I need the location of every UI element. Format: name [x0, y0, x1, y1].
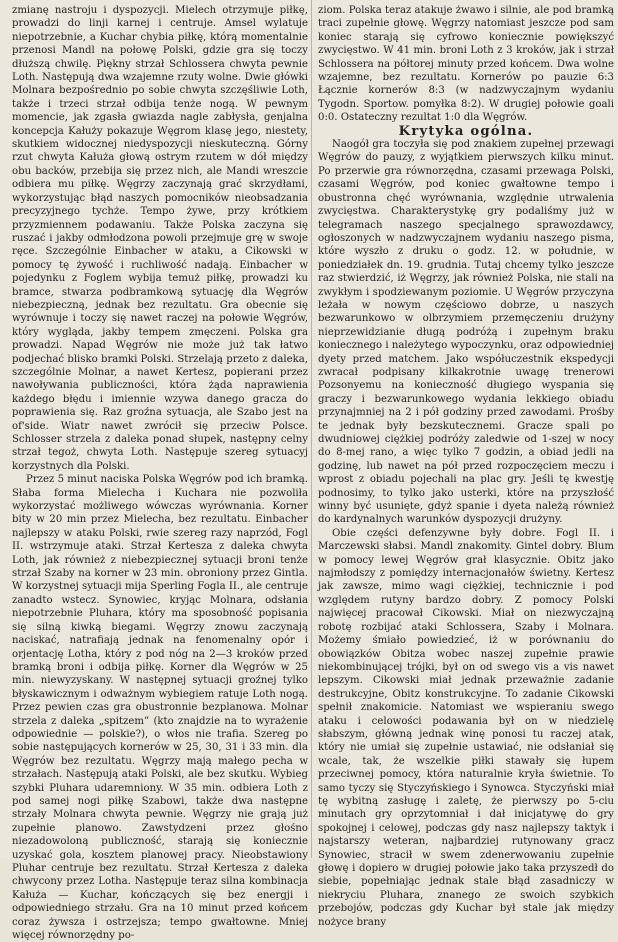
- section-heading: Krytyka ogólna.: [398, 123, 534, 139]
- column-divider: [311, 0, 312, 858]
- right-column: [318, 4, 614, 929]
- match-report-paragraph: zmianę nastroju i dyspozycji. Mielech otrzymuje piłkę, prowadzi do linji karnej i centruje. Amsel wylatuje niepotrzebnie, a Kuchar chybia piłkę, którą momentalnie przenosi Mandl na połowę Polski, gdzie gra się toczy dłuższą chwilę. Piękny strzał Schlossera chwyta pewnie Loth. Następują dwa wzajemne rzuty wolne. Dwie główki Molnara bezpośrednio po sobie chwyta szczęśliwie Loth, także i trzeci strzał odbija tenże nogą. W pewnym momencie, jak zgasła gwiazda nagle zabłysła, genjalna koncepcja Kałuży pokazuje Węgrom klasę jego, niestety, skutkiem widocznej niedyspozycji nieskuteczną. Górny rzut chwyta Kałuża głową ostrym rzutem w dół między obu backów, przebija się przez nich, ale Mandi wreszcie odbiera mu piłkę. Węgrzy zaczynają grać skrzydłami, wykorzystując błąd naszych pomocników nieobsadzania precyzyjnego tychże. Tempo żywe, przy krótkiem przyzmiennem podawaniu. Także Polska zaczyna się ruszać i jakby odmłodzona powoli przejmuje grę w swoje ręce. Szczególnie Einbacher w ataku, a Cikowski w pomocy tę żywość i ruchliwość nadają. Einbacher w pojedynku z Foglem wybija temuż piłkę, prowadzi ku bramce, stwarza podbramkową sytuację dla Węgrów niebezpieczną, jednak bez rezultatu. Gra obecnie się wyrównuje i toczy się nawet raczej na połowie Węgrów, który wygląda, jakby tempem zmęczeni. Polska gra prowadzi. Napad Węgrów nie może już tak łatwo podjechać blisko bramki Polski. Strzelają przeto z daleka, szczególnie Molnar, a nawet Kertesz, popierani przez nawoływania publiczności, która żąda naprawienia każdego błędu i imiennie wzywa danego gracza do poprawienia się. Raz groźna sytuacja, ale Szabo jest na of'side. Wiatr nawet zwrócił się przeciw Polsce. Schlosser strzela z daleka ponad słupek, następny celny strzał tegoż, chwyta Loth. Następuje szereg sytuacyj korzystnych dla Polski.: [12, 5, 308, 472]
- critique-paragraph: Obie części defenzywne były dobre. Fogl II. i Marczewski słabsi. Mandl znakomity. Gintel dobry. Blum w pomocy lewej Węgrów grał klasycznie. Obitz jako najmłodszy z pomiędzy internacjonałów świetny. Kertesz jak zawsze, mimo wagi ciężkiej, technicznie i pod względem rutyny bardzo dobry. Z pomocy Polski najwięcej pracował Cikowski. Miał on niezwyczajną robotę rozbijać ataki Schlossera, Szaby i Molnara. Możemy śmiało powiedzieć, iż w porównaniu do obowiązków Obitza wobec naszej zupełnie prawie niekombinującej trójki, był on od swego vis a vis nawet lepszym. Cikowski miał jednak przeważnie zadanie destrukcyjne, Obitz konstrukcyjne. To zadanie Cikowski spełnił znakomicie. Natomiast we wspieraniu swego ataku i celowości podawania był on w niedzielę słabszym, główną jednak winę ponosi tu raczej atak, który nie umiał się zupełnie ustawiać, nie odsłaniał się wcale, tak, że wszelkie piłki stawały się łupem przeciwnej pomocy, która naturalnie kryła świetnie. To samo tyczy się Styczyńskiego i Synowca. Styczyński miał tę wybitną zasługę i zaletę, że pierwszy po 5-ciu minutach gry oprzytomniał i dał inicjatywę do gry spokojnej i celowej, podczas gdy nasz najlepszy taktyk i najstarszy weteran, najbardziej rutynowany gracz Synowiec, stracił w swem zdenerwowaniu zupełnie głowę i dopiero w drugiej połowie jako taka przyszedł do siebie, popełniając jednak stale błąd zasadniczy w niekryciu Pluhara, znanego ze swoich szybkich przebojów, podczas gdy Kuchar był stale jak między nożyce brany: [318, 527, 614, 928]
- match-report-ending: ziom. Polska teraz atakuje żwawo i silnie, ale pod bramką traci zupełnie głowę. Węgrzy natomiast jeszcze pod sam koniec starają się cyfrowo koniecznie powiększyć zwycięstwo. W 41 min. broni Loth z 3 kroków, jak i strzał Schlossera na półtorej minuty przed końcem. Dwa wolne wzajemne, bez rezultatu. Kornerów po pauzie 6:3 Łącznie kornerów 8:3 (w nadzwyczajnym wydaniu Tygodn. Sportow. pomyłka 8:2). W drugiej połowie goali 0:0. Ostateczny rezultat 1:0 dla Węgrów.: [318, 5, 614, 124]
- critique-paragraph: Naogół gra toczyła się pod znakiem zupełnej przewagi Węgrów do pauzy, z wyjątkiem pierwszych kilku minut. Po przerwie gra równorzędna, czasami przewaga Polski, czasami Węgrów, pod koniec gwałtowne tempo i obustronna chęć wyrównania, względnie utrwalenia zwycięstwa. Charakterystykę gry podaliśmy już w telegramach naszego specjalnego sprawozdawcy, ogłoszonych w nadzwyczajnem wydaniu naszego pisma, które wyszło z druku o godz. 12. w południe, w poniedziałek dn. 19. grudnia. Tutaj chcemy tylko jeszcze raz stwierdzić, iż Węgrzy, jak również Polska, nie stali na zwykłym i spodziewanym poziomie. U Węgrów przyczyna leżała w nowym częściowo dobrze, u naszych bezwarunkowo w olbrzymiem przemęczeniu drużyny nieprzewidzianie długą podróżą i zupełnym braku koniecznego i należytego wypoczynku, oraz odpowiedniej dyety przed matchem. Jako współuczestnik ekspedycji zwracał podpisany kilkakrotnie uwagę trenerowi Pozsonyemu na konieczność długiego wyspania się graczy i bezwarunkowego wydania lekkiego obiadu przynajmniej na 2 i pół godziny przed zawodami. Prośby te jednak były bezskutecznemi. Gracze spali po dwudniowej ciężkiej podróży zaledwie od 1-szej w nocy do 8-mej rano, a więc tylko 7 godzin, a obiad jedli na godzinę, lub nawet na pół przed rozpoczęciem meczu i wprost z obiadu pojechali na plac gry. Jeśli tę kwestję podnosimy, to tylko jako usterki, które na przyszłość winny być usunięte, gdyż spanie i dyeta należą również do kardynalnych warunków dyspozycji drużyny.: [318, 139, 614, 526]
- match-report-paragraph: Przez 5 minut naciska Polska Węgrów pod ich bramką. Słaba forma Mielecha i Kuchara nie pozwoliła wykorzystać możliwego wówczas wyrównania. Korner bity w 20 min przez Mielecha, bez rezultatu. Einbacher najlepszy w ataku Polski, rwie szereg razy naprzód, Fogl II. wstrzymuje ataki. Strzał Kertesza z daleka chwyta Loth, jak również z niebezpiecznej sytuacji broni tenże strzał Szaby na korner w 23 min. obroniony przez Gintla. W korzystnej sytuacji mija Sperling Fogla II., ale centruje zanadto wstecz. Synowiec, kryjąc Molnara, odsłania niepotrzebnie Pluhara, który ma sposobność popisania się silną kiwką biegami. Węgrzy znowu zaczynają naciskać, natrafiają jednak na fenomenalny opór i orjentację Lotha, który z pod nóg na 2—3 kroków przed bramką broni i odbija piłkę. Korner dla Węgrów w 25 min. niewyzyskany. W następnej sytuacji groźnej tylko błyskawicznym i odważnym wybiegiem ratuje Loth nogą. Przez pewien czas gra obustronnie bezplanowa. Molnar strzela z daleka „spitzem” (kto znajdzie na to wyrażenie odpowiednie — polskie?), o włos nie trafia. Szereg po sobie następujących kornerów w 25, 30, 31 i 33 min. dla Węgrów bez rezultatu. Węgrzy mają małego pecha w strzałach. Następują ataki Polski, ale bez skutku. Wybieg szybki Pluhara udaremniony. W 35 min. odbiera Loth z pod samej nogi piłkę Szabowi, także dwa następne strzały Molnara chwyta pewnie. Węgrzy nie grają już zupełnie planowo. Zawstydzeni przez głośno niezadowoloną publiczność, starają się koniecznie uzyskać gola, kosztem planowej pracy. Nieobstawiony Pluhar centruje bez rezultatu. Strzał Kertesza z daleka chwycony przez Lotha. Następuje teraz silna kombinacja Kałuża — Kuchar, kończących się bez energji i odpowiedniego strzału. Gra na 10 minut przed końcem coraz żywsza i ostrzejsza; tempo gwałtowne. Mniej więcej równorzędny po-: [12, 474, 308, 942]
- left-column: [12, 4, 308, 942]
